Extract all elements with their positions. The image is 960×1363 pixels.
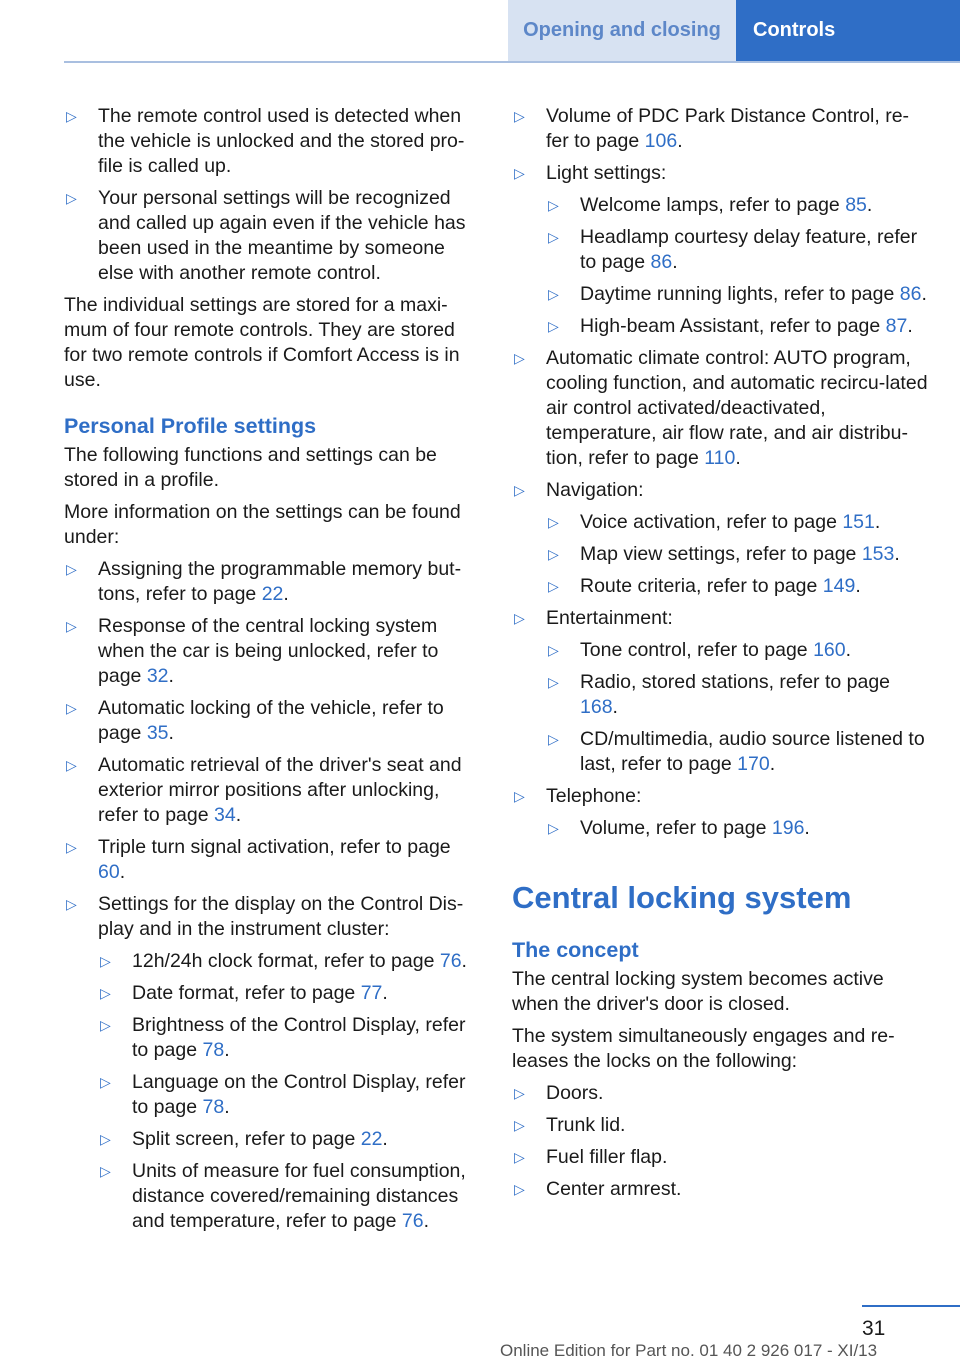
triangle-right-icon: ▷ bbox=[100, 985, 111, 1001]
triangle-right-icon: ▷ bbox=[66, 108, 77, 124]
triangle-right-icon: ▷ bbox=[66, 700, 77, 716]
triangle-right-icon: ▷ bbox=[548, 674, 559, 690]
list-item: ▷ Automatic retrieval of the driver's seat and exterior mirror positions after unlocking, refer to page 34. bbox=[66, 754, 462, 826]
triangle-right-icon: ▷ bbox=[514, 1117, 525, 1133]
header-section-tab[interactable]: Opening and closing bbox=[508, 0, 736, 61]
page-link[interactable]: 196 bbox=[771, 817, 805, 839]
list-item: ▷ Doors. bbox=[514, 1082, 604, 1104]
list-item: ▷ Assigning the programmable memory but-tons, refer to page 22. bbox=[66, 558, 462, 605]
triangle-right-icon: ▷ bbox=[514, 165, 525, 181]
triangle-right-icon: ▷ bbox=[548, 514, 559, 530]
triangle-right-icon: ▷ bbox=[548, 546, 559, 562]
page-link[interactable]: 86 bbox=[650, 251, 673, 273]
list-item: ▷ Split screen, refer to page 22. bbox=[100, 1128, 388, 1150]
triangle-right-icon: ▷ bbox=[548, 286, 559, 302]
telephone-sublist bbox=[546, 816, 930, 841]
triangle-right-icon: ▷ bbox=[548, 642, 559, 658]
list-item: ▷ Brightness of the Control Display, refer to page 78. bbox=[100, 1014, 466, 1061]
list-item: ▷ Daytime running lights, refer to page 86. bbox=[548, 283, 927, 305]
page-link[interactable]: 160 bbox=[813, 639, 846, 661]
page-link[interactable]: 76 bbox=[401, 1210, 424, 1232]
list-item: ▷ Headlamp courtesy delay feature, refer to page 86. bbox=[548, 226, 918, 273]
list-item: ▷ Your personal settings will be recognized and called up again even if the vehicle has been used in the meantime by someone else with another remote control. bbox=[66, 187, 466, 284]
intro-list bbox=[64, 104, 478, 286]
list-item: ▷ Response of the central locking system when the car is being unlocked, refer to page 32. bbox=[66, 615, 439, 687]
page-link[interactable]: 78 bbox=[202, 1039, 225, 1061]
entertainment-sublist bbox=[546, 638, 930, 777]
subsection-heading-concept: The concept bbox=[512, 938, 639, 962]
list-item: ▷ Automatic climate control: AUTO program, cooling function, and automatic recircu-lated air control activated/deactivated, temperature, air flow rate, and air distribu-tion, refer to page 110. bbox=[514, 347, 928, 469]
page-link[interactable]: 153 bbox=[861, 543, 895, 565]
page-link[interactable]: 85 bbox=[845, 194, 867, 216]
functions-paragraph: The following functions and settings can be stored in a profile. bbox=[64, 444, 437, 491]
list-item: ▷ Map view settings, refer to page 153. bbox=[548, 543, 900, 565]
header-rule bbox=[64, 61, 960, 63]
triangle-right-icon: ▷ bbox=[548, 229, 559, 245]
triangle-right-icon: ▷ bbox=[514, 610, 525, 626]
display-sublist bbox=[98, 949, 478, 1234]
page-header bbox=[0, 0, 960, 62]
list-item: ▷ Tone control, refer to page 160. bbox=[548, 639, 852, 661]
triangle-right-icon: ▷ bbox=[514, 1149, 525, 1165]
triangle-right-icon: ▷ bbox=[66, 561, 77, 577]
list-item: ▷ High-beam Assistant, refer to page 87. bbox=[548, 315, 913, 337]
list-item: ▷ Settings for the display on the Control Dis-play and in the instrument cluster: ▷ 12h/24h clock format, refer to page 76. ▷ Date format, refer to page 77. ▷ Brightness of the Control Display, refer to page 78. ▷ Language on the Control Display, refer to page 78. ▷ Split screen, refer to page 22. ▷ Units of measure for fuel consumption, distance covered/remaining distances and temperature, refer to page 76. bbox=[64, 892, 478, 1234]
triangle-right-icon: ▷ bbox=[514, 788, 525, 804]
light-sublist bbox=[546, 193, 930, 339]
page-link[interactable]: 32 bbox=[146, 665, 169, 687]
list-item: ▷ Triple turn signal activation, refer to page 60. bbox=[66, 836, 451, 883]
list-item: ▷ Automatic locking of the vehicle, refer to page 35. bbox=[66, 697, 444, 744]
more-info-paragraph: More information on the settings can be found under: bbox=[64, 501, 461, 548]
triangle-right-icon: ▷ bbox=[100, 1163, 111, 1179]
triangle-right-icon: ▷ bbox=[100, 1074, 111, 1090]
page-link[interactable]: 77 bbox=[360, 982, 383, 1004]
navigation-sublist bbox=[546, 510, 930, 599]
page-link[interactable]: 106 bbox=[644, 130, 678, 152]
page-link[interactable]: 22 bbox=[261, 583, 284, 605]
list-item: ▷ Route criteria, refer to page 149. bbox=[548, 575, 861, 597]
storage-paragraph: The individual settings are stored for a maxi-mum of four remote controls. They are stored for two remote controls if Comfort Access is in use. bbox=[64, 294, 460, 391]
triangle-right-icon: ▷ bbox=[548, 318, 559, 334]
footer-rule bbox=[862, 1305, 960, 1307]
list-item: ▷ Welcome lamps, refer to page 85. bbox=[548, 194, 873, 216]
triangle-right-icon: ▷ bbox=[514, 108, 525, 124]
triangle-right-icon: ▷ bbox=[514, 350, 525, 366]
triangle-right-icon: ▷ bbox=[100, 1131, 111, 1147]
page-link[interactable]: 34 bbox=[214, 804, 236, 826]
section-heading-central-locking: Central locking system bbox=[512, 880, 852, 915]
list-item: ▷ Radio, stored stations, refer to page 168. bbox=[548, 671, 891, 718]
triangle-right-icon: ▷ bbox=[100, 1017, 111, 1033]
triangle-right-icon: ▷ bbox=[514, 1181, 525, 1197]
list-item: ▷ CD/multimedia, audio source listened to last, refer to page 170. bbox=[548, 728, 925, 775]
section-heading-profile: Personal Profile settings bbox=[64, 414, 317, 438]
triangle-right-icon: ▷ bbox=[66, 618, 77, 634]
page-link[interactable]: 78 bbox=[202, 1096, 225, 1118]
list-item: ▷ Units of measure for fuel consumption, distance covered/remaining distances and temperature, refer to page 76. bbox=[100, 1160, 466, 1232]
list-item: ▷ Language on the Control Display, refer to page 78. bbox=[100, 1071, 466, 1118]
header-chapter-tab[interactable]: Controls bbox=[736, 0, 960, 61]
list-item: ▷ Trunk lid. bbox=[514, 1114, 626, 1136]
page-link[interactable]: 168 bbox=[580, 696, 613, 718]
page-link[interactable]: 170 bbox=[737, 753, 770, 775]
page-link[interactable]: 110 bbox=[704, 447, 736, 469]
triangle-right-icon: ▷ bbox=[66, 896, 77, 912]
list-item: ▷ Voice activation, refer to page 151. bbox=[548, 511, 881, 533]
right-column bbox=[512, 104, 930, 1209]
concept-paragraph: The central locking system becomes active when the driver's door is closed. bbox=[512, 968, 884, 1015]
list-item: ▷ Volume, refer to page 196. bbox=[548, 817, 810, 839]
list-item: ▷ Date format, refer to page 77. bbox=[100, 982, 388, 1004]
list-item: ▷ Fuel filler flap. bbox=[514, 1146, 668, 1168]
triangle-right-icon: ▷ bbox=[66, 757, 77, 773]
locks-list bbox=[512, 1081, 930, 1202]
page-link[interactable]: 86 bbox=[899, 283, 922, 305]
page-link[interactable]: 35 bbox=[146, 722, 169, 744]
list-item: ▷ Navigation: ▷ Voice activation, refer to page 151. ▷ Map view settings, refer to page 153. ▷ Route criteria, refer to page 149. bbox=[512, 478, 930, 599]
page-link[interactable]: 60 bbox=[98, 861, 120, 883]
list-item: ▷ The remote control used is detected when the vehicle is unlocked and the stored pro-file is called up. bbox=[66, 105, 465, 177]
page-link[interactable]: 87 bbox=[885, 315, 908, 337]
engages-paragraph: The system simultaneously engages and re-leases the locks on the following: bbox=[512, 1025, 895, 1072]
triangle-right-icon: ▷ bbox=[548, 578, 559, 594]
list-item: ▷ 12h/24h clock format, refer to page 76. bbox=[100, 950, 467, 972]
page-link[interactable]: 149 bbox=[822, 575, 856, 597]
triangle-right-icon: ▷ bbox=[514, 482, 525, 498]
list-item: ▷ Volume of PDC Park Distance Control, re-fer to page 106. bbox=[514, 105, 910, 152]
page-link[interactable]: 22 bbox=[360, 1128, 383, 1150]
list-item: ▷ Light settings: ▷ Welcome lamps, refer to page 85. ▷ Headlamp courtesy delay feature, refer to page 86. ▷ Daytime running lights, refer to page 86. ▷ High-beam Assistant, refer to page 87. bbox=[512, 161, 930, 339]
left-column bbox=[64, 104, 478, 1241]
list-item: ▷ Center armrest. bbox=[514, 1178, 682, 1200]
settings-list bbox=[64, 557, 478, 1234]
page-link[interactable]: 151 bbox=[842, 511, 875, 533]
triangle-right-icon: ▷ bbox=[548, 197, 559, 213]
triangle-right-icon: ▷ bbox=[66, 839, 77, 855]
page-link[interactable]: 76 bbox=[439, 950, 462, 972]
triangle-right-icon: ▷ bbox=[100, 953, 111, 969]
settings-list-continued bbox=[512, 104, 930, 841]
triangle-right-icon: ▷ bbox=[548, 731, 559, 747]
edition-footer: Online Edition for Part no. 01 40 2 926 017 - XI/13 bbox=[500, 1341, 878, 1360]
triangle-right-icon: ▷ bbox=[548, 820, 559, 836]
triangle-right-icon: ▷ bbox=[66, 190, 77, 206]
list-item: ▷ Entertainment: ▷ Tone control, refer to page 160. ▷ Radio, stored stations, refer to page 168. ▷ CD/multimedia, audio source listened to last, refer to page 170. bbox=[512, 606, 930, 777]
page-number: 31 bbox=[862, 1317, 886, 1340]
list-item: ▷ Telephone: ▷ Volume, refer to page 196. bbox=[512, 784, 930, 841]
triangle-right-icon: ▷ bbox=[514, 1085, 525, 1101]
